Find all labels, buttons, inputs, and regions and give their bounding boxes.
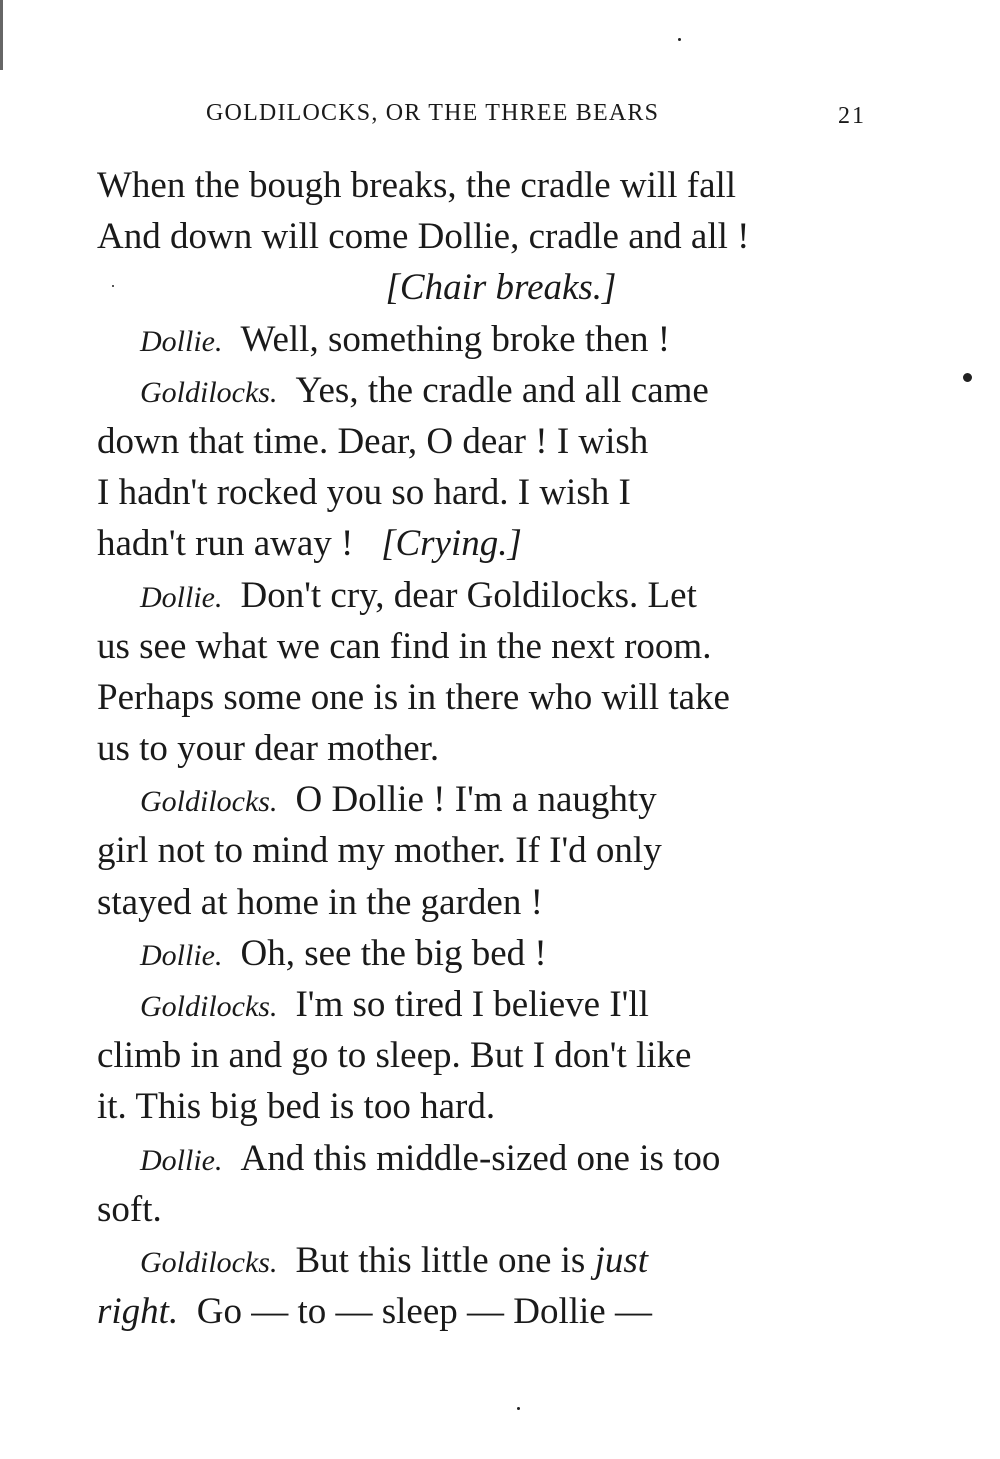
- dialogue-line: [97, 570, 865, 621]
- ink-speck: [517, 1407, 520, 1410]
- speaker-name: Goldilocks.: [140, 990, 278, 1023]
- text-line: And down will come Dollie, cradle and all !: [97, 216, 750, 258]
- dialogue-text: And this middle-sized one is too: [240, 1137, 721, 1179]
- dialogue-line: [97, 774, 865, 825]
- speaker-name: Goldilocks.: [140, 1245, 278, 1279]
- speaker-name: Goldilocks.: [140, 785, 278, 819]
- ink-speck: [678, 38, 681, 41]
- dialogue-text: But this little one is: [295, 1239, 586, 1281]
- text-line: us see what we can find in the next room.: [97, 625, 712, 667]
- page-edge-mark: [0, 0, 3, 70]
- text-line: it. This big bed is too hard.: [97, 1086, 496, 1128]
- text-line: I hadn't rocked you so hard. I wish I: [97, 472, 631, 514]
- stage-direction: [Crying.]: [381, 523, 522, 565]
- dialogue-line: [97, 365, 865, 416]
- emphasis-text: just: [594, 1239, 649, 1281]
- dialogue-text: Well, something broke then !: [240, 318, 671, 360]
- text-line: Perhaps some one is in there who will take: [97, 676, 730, 718]
- dialogue-text: Yes, the cradle and all came: [295, 369, 709, 411]
- dialogue-line: [97, 979, 865, 1030]
- text-line: When the bough breaks, the cradle will fall: [97, 165, 737, 206]
- text-line: soft.: [97, 1188, 162, 1230]
- emphasis-text: right.: [97, 1291, 179, 1333]
- speaker-name: Dollie.: [140, 1143, 223, 1177]
- speaker-name: Dollie.: [140, 938, 223, 972]
- running-header: GOLDILOCKS, OR THE THREE BEARS: [206, 100, 660, 126]
- text-line: stayed at home in the garden !: [97, 881, 543, 923]
- text-line: us to your dear mother.: [97, 728, 440, 770]
- dialogue-text: Oh, see the big bed !: [240, 932, 547, 974]
- play-text: [97, 160, 865, 1337]
- ink-speck: [963, 373, 972, 382]
- speaker-name: Goldilocks.: [140, 375, 278, 409]
- ink-speck: [112, 285, 114, 287]
- dialogue-text: O Dollie ! I'm a naughty: [295, 779, 657, 821]
- dialogue-text: hadn't run away !: [97, 523, 354, 565]
- dialogue-text: Don't cry, dear Goldilocks. Let: [240, 574, 697, 616]
- dialogue-line: [97, 1133, 865, 1184]
- dialogue-text: I'm so tired I believe I'll: [295, 984, 649, 1025]
- text-line: girl not to mind my mother. If I'd only: [97, 830, 662, 872]
- speaker-name: Dollie.: [140, 580, 223, 614]
- page-number: 21: [838, 103, 866, 129]
- stage-direction: [Chair breaks.]: [385, 267, 617, 309]
- dialogue-line: [97, 928, 865, 979]
- text-line: climb in and go to sleep. But I don't like: [97, 1035, 692, 1077]
- speaker-name: Dollie.: [140, 324, 223, 358]
- dialogue-line: [97, 314, 865, 365]
- dialogue-line: [97, 1235, 865, 1286]
- text-line: [97, 1286, 865, 1337]
- dialogue-text: Go — to — sleep — Dollie —: [196, 1291, 652, 1333]
- text-line: [97, 518, 865, 569]
- text-line: down that time. Dear, O dear ! I wish: [97, 420, 649, 462]
